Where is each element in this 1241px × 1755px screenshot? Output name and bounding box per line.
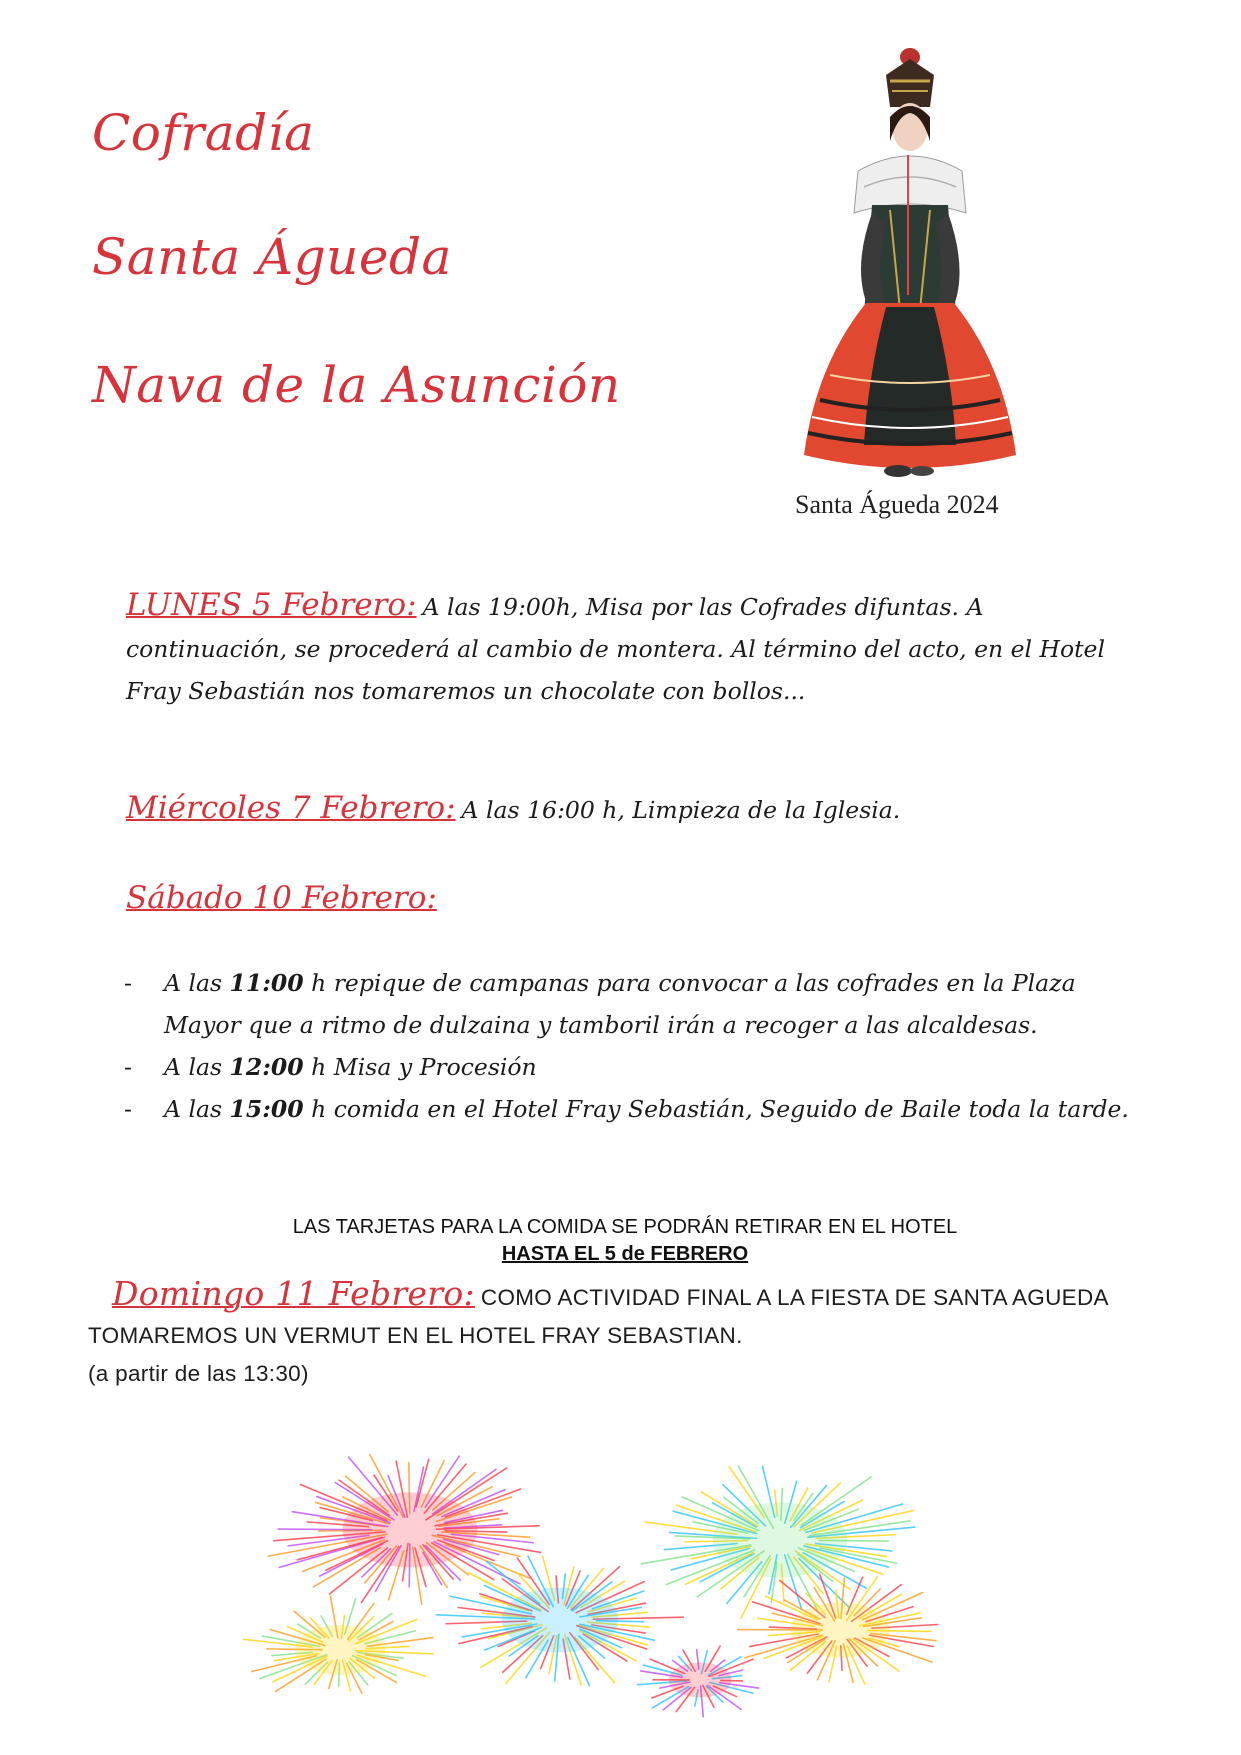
event-domingo <box>88 1275 1148 1393</box>
fireworks-icon <box>140 1430 1040 1720</box>
item-text: h comida en el Hotel Fray Sebastián, Seguido de Baile toda la tarde. <box>311 1095 1129 1123</box>
title-cofradia: Cofradía <box>92 104 315 162</box>
firework-burst <box>637 1646 758 1717</box>
firework-glow <box>791 1603 890 1658</box>
item-lead: A las <box>164 1095 223 1123</box>
item-lead: A las <box>164 969 223 997</box>
tickets-notice: LAS TARJETAS PARA LA COMIDA SE PODRÁN RETIRAR EN EL HOTEL <box>292 1216 958 1238</box>
event-domingo-text: COMO ACTIVIDAD FINAL A LA FIESTA DE SANTA AGUEDA TOMAREMOS UN VERMUT EN EL HOTEL FRAY SEBASTIAN. <box>88 1285 1108 1348</box>
list-item <box>124 1088 1154 1130</box>
event-lunes-text: A las 19:00h, Misa por las Cofrades difuntas. A continuación, se procederá al cambio de montera. Al término del acto, en el Hotel Fray Sebastián nos tomaremos un chocolate con bollos... <box>126 593 1105 705</box>
event-miercoles <box>126 787 1136 831</box>
event-sabado-heading: Sábado 10 Febrero: <box>126 880 437 916</box>
firework-glow <box>502 1588 619 1653</box>
firework-glow <box>713 1503 848 1578</box>
item-time: 15:00 <box>229 1095 304 1123</box>
firework-glow <box>669 1663 732 1698</box>
sabado-schedule-list <box>124 962 1154 1130</box>
item-time: 12:00 <box>229 1053 304 1081</box>
figure-caption: Santa Águeda 2024 <box>795 490 999 519</box>
firework-glow <box>343 1493 478 1568</box>
event-lunes-heading: LUNES 5 Febrero: <box>126 587 417 623</box>
list-item <box>124 962 1154 1046</box>
firework-burst <box>243 1596 433 1693</box>
firework-burst <box>738 1574 938 1684</box>
event-domingo-heading: Domingo 11 Febrero: <box>112 1274 475 1313</box>
list-item <box>124 1046 1154 1088</box>
event-domingo-time: (a partir de las 13:30) <box>88 1361 309 1386</box>
event-miercoles-heading: Miércoles 7 Febrero: <box>126 790 456 826</box>
title-santa-agueda: Santa Águeda <box>92 228 452 286</box>
item-text: h repique de campanas para convocar a las cofrades en la Plaza Mayor que a ritmo de dulzaina y tamboril irán a recoger a las alcaldesas. <box>164 969 1076 1039</box>
item-text: h Misa y Procesión <box>311 1053 537 1081</box>
tickets-deadline: HASTA EL 5 de FEBRERO <box>501 1243 749 1265</box>
event-lunes <box>126 584 1136 712</box>
firework-glow <box>295 1625 385 1675</box>
event-sabado <box>126 877 1136 921</box>
event-miercoles-text: A las 16:00 h, Limpieza de la Iglesia. <box>461 796 901 824</box>
title-nava-de-la-asuncion: Nava de la Asunción <box>92 356 621 414</box>
item-time: 11:00 <box>229 969 304 997</box>
firework-burst <box>268 1455 540 1605</box>
santa-agueda-figure-icon <box>790 45 1030 485</box>
item-lead: A las <box>164 1053 223 1081</box>
